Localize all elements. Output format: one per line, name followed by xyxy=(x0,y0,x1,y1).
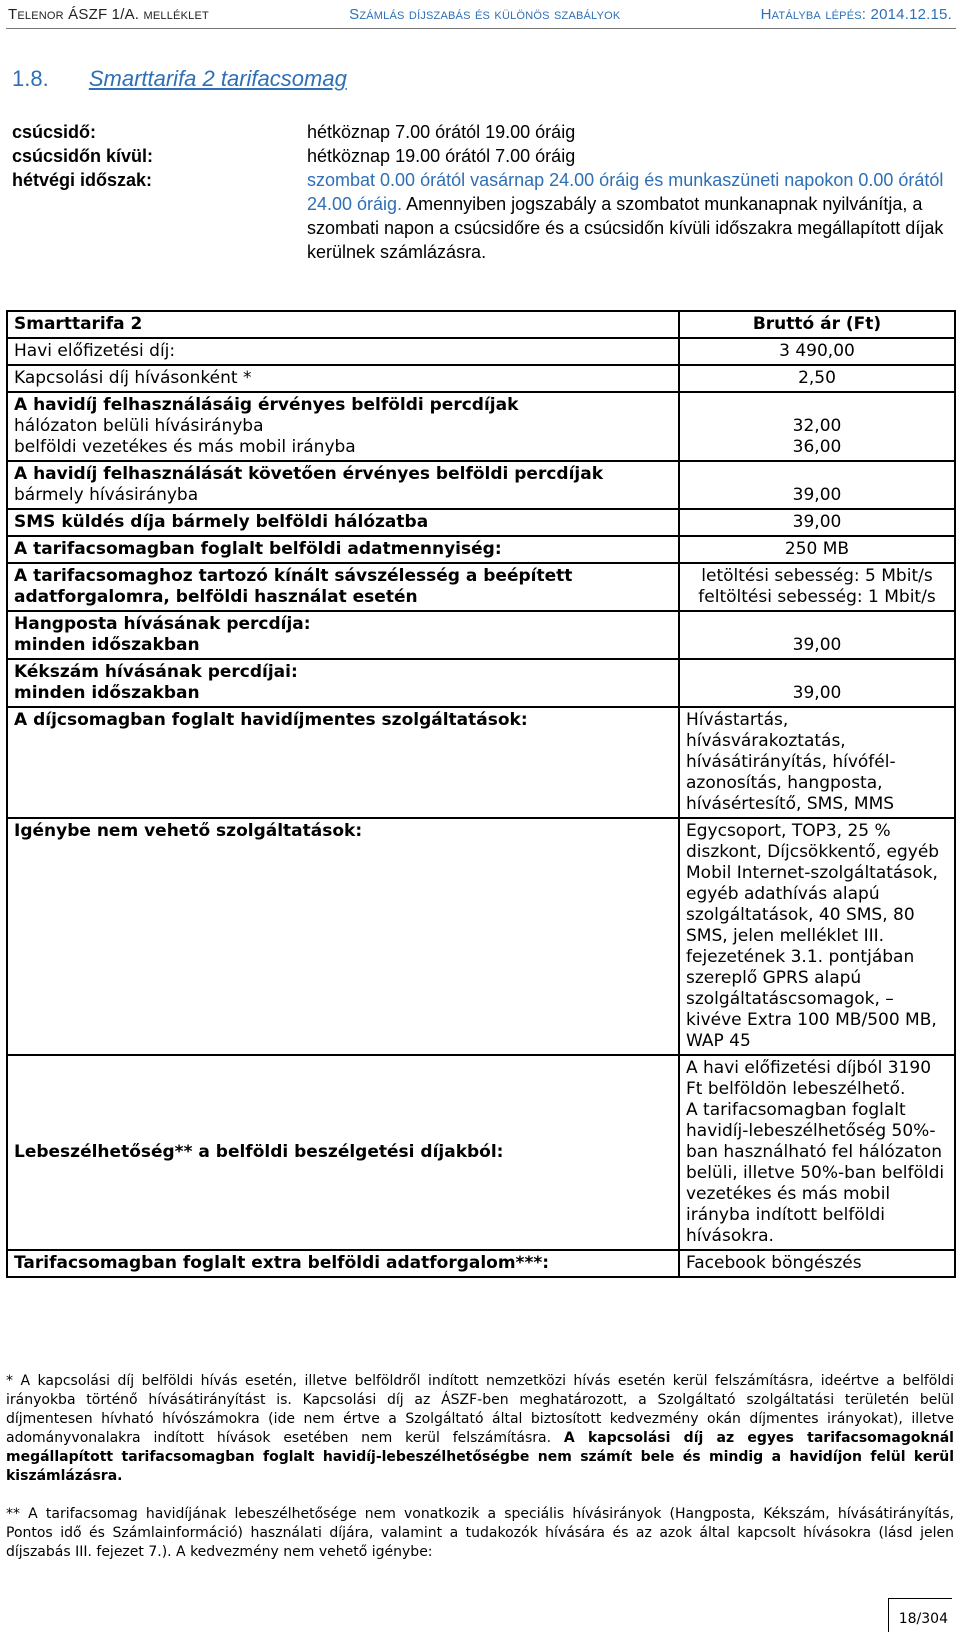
footnote-bold-text: A kapcsolási díj az egyes tarifacsomagoknál megállapított tarifacsomagban foglalt havidíj-lebeszélhetőségbe nem számít bele és mindig a havidíjon felül kerül kiszámlázásra. xyxy=(6,1430,954,1484)
footnote-text: * A kapcsolási díj belföldi hívás esetén, illetve belföldről indított nemzetközi hívás esetén kerül felszámításra, ideértve a belföldi irányokba történő hívásátirányítást is. Kapcsolási díj az ÁSZF-ben meghatározott, a Szolgáltató szolgáltatási területén belül díjmentesen hívható hívószámokra (ide nem értve a Szolgáltató által biztosított kedvezmény okán díjmentes irányokat), illetve adományvonalakra indított hívások esetében nem kerül felszámításra. xyxy=(6,1373,954,1446)
tariff-name: Smarttarifa 2 xyxy=(7,311,679,338)
connection-fee-label: Kapcsolási díj hívásonként * xyxy=(7,365,679,392)
time-periods xyxy=(12,120,952,264)
table-row xyxy=(7,392,955,461)
period-label: hétvégi időszak: xyxy=(12,170,153,190)
period-value: hétköznap 19.00 órától 7.00 óráig xyxy=(307,146,576,166)
included-services-label: A díjcsomagban foglalt havidíjmentes szolgáltatások: xyxy=(7,707,679,818)
section-heading xyxy=(12,66,347,92)
header-divider xyxy=(6,28,956,29)
unavailable-services-value: Egycsoport, TOP3, 25 % diszkont, Díjcsökkentő, egyéb Mobil Internet-szolgáltatások, egyéb adathívás alapú szolgáltatások, 40 SMS, 80 SMS, jelen melléklet III. fejezetének 3.1. pontjában szereplő GPRS alapú szolgáltatáscsomagok, – kivéve Extra 100 MB/500 MB, WAP 45 xyxy=(679,818,955,1055)
period-offpeak xyxy=(12,144,952,168)
download-speed: letöltési sebesség: 5 Mbit/s xyxy=(701,566,933,586)
other-network-label: belföldi vezetékes és más mobil irányba xyxy=(14,437,356,457)
bluenumber-rate xyxy=(7,659,679,707)
before-usage-values xyxy=(679,392,955,461)
extra-data-value: Facebook böngészés xyxy=(679,1250,955,1277)
table-row xyxy=(7,536,955,563)
talkable-values xyxy=(679,1055,955,1250)
period-value-highlight: szombat 0.00 órától vasárnap 24.00 óráig és munkaszüneti napokon 0.00 órától 24.00 óráig. xyxy=(307,170,944,214)
voicemail-label: Hangposta hívásának percdíja: xyxy=(14,614,311,634)
period-peak xyxy=(12,120,952,144)
talkable-amount: A havi előfizetési díjból 3190 Ft belföldön lebeszélhető. xyxy=(686,1058,932,1099)
unavailable-services-label: Igénybe nem vehető szolgáltatások: xyxy=(7,818,679,1055)
period-label: csúcsidő: xyxy=(12,122,97,142)
tariff-table xyxy=(6,310,956,1278)
talkable-label: Lebeszélhetőség** a belföldi beszélgetési díjakból: xyxy=(7,1055,679,1250)
voicemail-value: 39,00 xyxy=(679,611,955,659)
bluenumber-period: minden időszakban xyxy=(14,683,200,703)
table-row xyxy=(7,461,955,509)
on-net-label: hálózaton belüli hívásirányba xyxy=(14,416,264,436)
table-row xyxy=(7,611,955,659)
table-row xyxy=(7,563,955,611)
period-weekend xyxy=(12,168,952,264)
period-value xyxy=(307,168,952,264)
on-net-value: 32,00 xyxy=(792,416,842,436)
after-usage-heading: A havidíj felhasználását követően érvényes belföldi percdíjak xyxy=(14,464,604,484)
footnote-connection-fee xyxy=(6,1372,954,1486)
sms-value: 39,00 xyxy=(679,509,955,536)
monthly-fee-label: Havi előfizetési díj: xyxy=(7,338,679,365)
table-row xyxy=(7,365,955,392)
data-amount-value: 250 MB xyxy=(679,536,955,563)
table-row xyxy=(7,818,955,1055)
after-usage-rates xyxy=(7,461,679,509)
extra-data-label: Tarifacsomagban foglalt extra belföldi adatforgalom***: xyxy=(7,1250,679,1277)
table-row xyxy=(7,1250,955,1277)
table-row xyxy=(7,1055,955,1250)
footnote-talkable: ** A tarifacsomag havidíjának lebeszélhetősége nem vonatkozik a speciális hívásirányok (Hangposta, Kékszám, hívásátirányítás, Pontos idő és Számlainformáció) használati díjára, valamint a tudakozók hívására és az azok által kapcsolt hívásokra (lásd jelen díjszabás III. fejezet 7.). A kedvezmény nem vehető igénybe: xyxy=(6,1506,954,1560)
page-header xyxy=(0,0,960,28)
footnotes xyxy=(6,1372,954,1581)
bluenumber-label: Kékszám hívásának percdíjai: xyxy=(14,662,298,682)
other-network-value: 36,00 xyxy=(792,437,842,457)
talkable-split: A tarifacsomagban foglalt havidíj-lebeszélhetőség 50%-ban használható fel hálózaton belüli, illetve 50%-ban belföldi vezetékes és más mobil irányba indított belföldi hívásokra. xyxy=(686,1100,945,1246)
before-usage-rates xyxy=(7,392,679,461)
table-row xyxy=(7,338,955,365)
table-header-row xyxy=(7,311,955,338)
included-services-value: Hívástartás, hívásvárakoztatás, hívásátirányítás, hívófél-azonosítás, hangposta, hívásértesítő, SMS, MMS xyxy=(679,707,955,818)
period-value-note: Amennyiben jogszabály a szombatot munkanapnak nyilvánítja, a szombati napon a csúcsidőre és a csúcsidőn kívüli időszakra megállapított díjak kerülnek számlázásra. xyxy=(307,194,944,262)
period-label: csúcsidőn kívül: xyxy=(12,146,154,166)
any-direction-label: bármely hívásirányba xyxy=(14,485,199,505)
header-section-name: Számlás díjszabás és különös szabályok xyxy=(349,5,621,23)
header-effective-date: Hatályba lépés: 2014.12.15. xyxy=(760,5,952,23)
table-row xyxy=(7,659,955,707)
any-direction-value: 39,00 xyxy=(679,461,955,509)
data-amount-label: A tarifacsomagban foglalt belföldi adatmennyiség: xyxy=(7,536,679,563)
price-column-header: Bruttó ár (Ft) xyxy=(679,311,955,338)
section-title: Smarttarifa 2 tarifacsomag xyxy=(88,66,347,91)
before-usage-heading: A havidíj felhasználásáig érvényes belföldi percdíjak xyxy=(14,395,519,415)
sms-label: SMS küldés díja bármely belföldi hálózatba xyxy=(7,509,679,536)
table-row xyxy=(7,707,955,818)
page-number: 18/304 xyxy=(888,1598,952,1632)
voicemail-period: minden időszakban xyxy=(14,635,200,655)
bandwidth-values xyxy=(679,563,955,611)
table-row xyxy=(7,509,955,536)
period-value: hétköznap 7.00 órától 19.00 óráig xyxy=(307,122,576,142)
upload-speed: feltöltési sebesség: 1 Mbit/s xyxy=(698,587,936,607)
connection-fee-value: 2,50 xyxy=(679,365,955,392)
section-number: 1.8. xyxy=(12,66,49,91)
bluenumber-value: 39,00 xyxy=(679,659,955,707)
monthly-fee-value: 3 490,00 xyxy=(679,338,955,365)
header-document-name: Telenor ÁSZF 1/A. melléklet xyxy=(8,5,209,23)
voicemail-rate xyxy=(7,611,679,659)
bandwidth-label: A tarifacsomaghoz tartozó kínált sávszélesség a beépített adatforgalomra, belföldi használat esetén xyxy=(7,563,679,611)
